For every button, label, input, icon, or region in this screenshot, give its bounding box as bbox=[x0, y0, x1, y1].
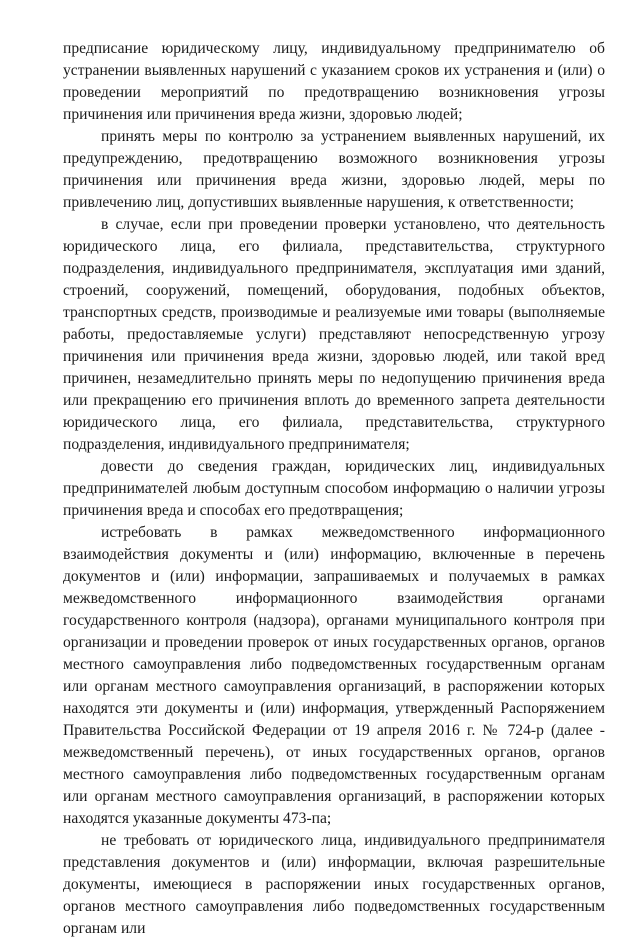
paragraph-do-not-require: не требовать от юридического лица, индивидуального предпринимателя представления документов и (или) информации, включая разрешительные документы, имеющиеся в распоряжении иных государственных органов, органов местного самоуправления либо подведомственных государственным органам или bbox=[63, 832, 605, 937]
paragraph-issue-order: предписание юридическому лицу, индивидуальному предпринимателю об устранении выявленных нарушений с указанием сроков их устранения и (или) о проведении мероприятий по предотвращению возникновения угрозы причинения или причинения вреда жизни, здоровью людей; bbox=[63, 40, 605, 123]
paragraph-immediate-threat: в случае, если при проведении проверки установлено, что деятельность юридического лица, его филиала, представительства, структурного подразделения, индивидуального предпринимателя, эксплуатация ими зданий, строений, сооружений, помещений, оборудования, подобных объектов, транспортных средств, производимые и реализуемые ими товары (выполняемые работы, предоставляемые услуги) представляют непосредственную угрозу причинения или причинения вреда жизни, здоровью людей, или такой вред причинен, незамедлительно принять меры по недопущению причинения вреда или прекращению его причинения вплоть до временного запрета деятельности юридического лица, его филиала, представительства, структурного подразделения, индивидуального предпринимателя; bbox=[63, 216, 605, 453]
document-body bbox=[63, 38, 605, 940]
paragraph-inform-public: довести до сведения граждан, юридических лиц, индивидуальных предпринимателей любым доступным способом информацию о наличии угрозы причинения вреда и способах его предотвращения; bbox=[63, 458, 605, 519]
paragraph-control-measures: принять меры по контролю за устранением выявленных нарушений, их предупреждению, предотвращению возможного возникновения угрозы причинения или причинения вреда жизни, здоровью людей, меры по привлечению лиц, допустивших выявленные нарушения, к ответственности; bbox=[63, 128, 605, 211]
paragraph-request-documents: истребовать в рамках межведомственного информационного взаимодействия документы и (или) информацию, включенные в перечень документов и (или) информации, запрашиваемых и получаемых в рамках межведомственного информационного взаимодействия органами государственного контроля (надзора), органами муниципального контроля при организации и проведении проверок от иных государственных органов, органов местного самоуправления либо подведомственных государственным органам или органам местного самоуправления организаций, в распоряжении которых находятся эти документы и (или) информация, утвержденный Распоряжением Правительства Российской Федерации от 19 апреля 2016 г. № 724-р (далее - межведомственный перечень), от иных государственных органов, органов местного самоуправления либо подведомственных государственным органам или органам местного самоуправления организаций, в распоряжении которых находятся указанные документы 473-па; bbox=[63, 524, 605, 827]
